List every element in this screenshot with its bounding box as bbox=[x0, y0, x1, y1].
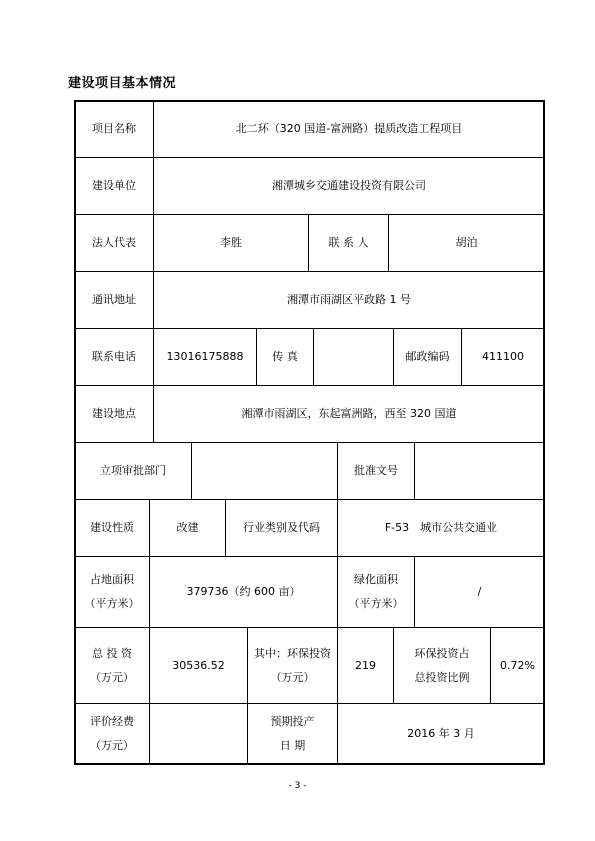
address-value: 湘潭市雨湖区平政路 1 号 bbox=[287, 293, 411, 306]
green-label bbox=[338, 557, 414, 627]
env-invest-value: 219 bbox=[355, 658, 376, 672]
green-label-line2: （平方米） bbox=[348, 597, 404, 610]
invest-label-line1: 总 投 资 bbox=[92, 646, 132, 660]
approval-dept-label: 立项审批部门 bbox=[100, 464, 166, 477]
fax-value bbox=[314, 329, 393, 385]
location-value: 湘潭市雨湖区，东起富洲路，西至 320 国道 bbox=[241, 407, 457, 420]
eval-fee-value bbox=[150, 704, 247, 764]
legal-rep-value: 李胜 bbox=[220, 236, 242, 249]
builder-value: 湘潭城乡交通建设投资有限公司 bbox=[272, 179, 426, 192]
industry-value: F-53 城市公共交通业 bbox=[384, 521, 498, 534]
prod-date-label-line2: 日 期 bbox=[279, 739, 306, 752]
env-invest-label-line2: （万元） bbox=[270, 670, 315, 684]
env-ratio-value: 0.72% bbox=[500, 658, 535, 672]
area-value: 379736（约 600 亩） bbox=[186, 585, 301, 598]
contact-value: 胡泊 bbox=[455, 236, 478, 249]
invest-label bbox=[75, 628, 149, 703]
legal-rep-label: 法人代表 bbox=[92, 236, 136, 249]
approval-no-value bbox=[415, 443, 544, 499]
env-invest-label-line1: 其中：环保投资 bbox=[254, 646, 331, 660]
prod-date-label bbox=[248, 704, 337, 764]
industry-label: 行业类别及代码 bbox=[243, 521, 320, 534]
approval-no-label: 批准文号 bbox=[354, 464, 398, 477]
area-label bbox=[75, 557, 149, 627]
area-label-line1: 占地面积 bbox=[90, 573, 134, 586]
env-ratio-label-line2: 总投资比例 bbox=[414, 670, 470, 684]
contact-label: 联 系 人 bbox=[328, 236, 369, 249]
project-name-label: 项目名称 bbox=[92, 122, 136, 135]
area-label-line2: （平方米） bbox=[84, 597, 140, 610]
section-title: 建设项目基本情况 bbox=[68, 76, 177, 91]
prod-date-label-line1: 预期投产 bbox=[270, 715, 315, 728]
phone-value: 13016175888 bbox=[166, 350, 244, 363]
invest-label-line2: （万元） bbox=[90, 670, 134, 684]
project-name-value: 北二环（320 国道-富洲路）提质改造工程项目 bbox=[235, 122, 463, 135]
env-ratio-label bbox=[394, 628, 490, 703]
prod-date-value: 2016 年 3 月 bbox=[407, 727, 475, 740]
page-number: - 3 - bbox=[288, 781, 307, 791]
phone-label: 联系电话 bbox=[92, 350, 136, 363]
postcode-value: 411100 bbox=[482, 350, 524, 363]
env-invest-label bbox=[248, 628, 337, 703]
eval-fee-label-line1: 评价经费 bbox=[90, 715, 134, 728]
eval-fee-label bbox=[75, 704, 149, 764]
builder-label: 建设单位 bbox=[92, 179, 136, 192]
fax-label: 传 真 bbox=[272, 350, 298, 363]
eval-fee-label-line2: （万元） bbox=[90, 739, 134, 752]
address-label: 通讯地址 bbox=[92, 293, 136, 306]
env-ratio-label-line1: 环保投资占 bbox=[414, 646, 470, 660]
postcode-label: 邮政编码 bbox=[405, 350, 450, 363]
nature-value: 改建 bbox=[176, 521, 199, 534]
green-value: / bbox=[477, 585, 482, 598]
invest-value: 30536.52 bbox=[172, 658, 225, 672]
nature-label: 建设性质 bbox=[90, 521, 134, 534]
location-label: 建设地点 bbox=[92, 407, 136, 420]
green-label-line1: 绿化面积 bbox=[354, 573, 398, 586]
approval-dept-value bbox=[192, 443, 337, 499]
